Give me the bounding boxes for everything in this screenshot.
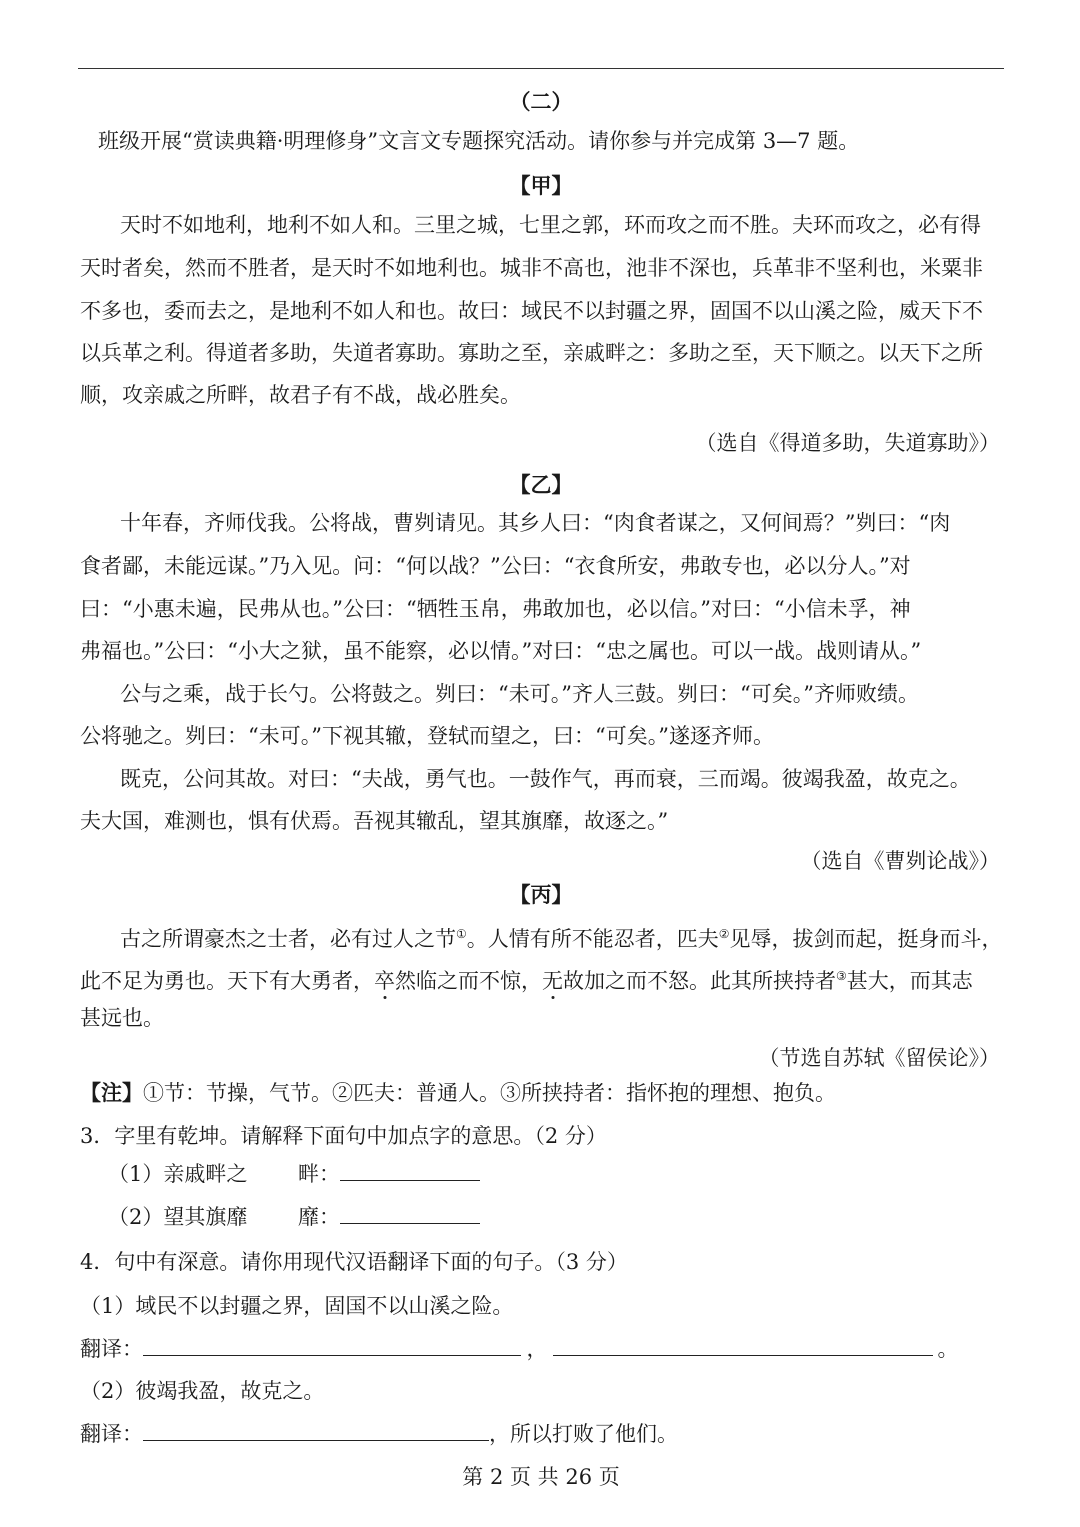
q4-sentence-2: （2）彼竭我盈，故克之。 <box>80 1379 325 1403</box>
jia-line-4: 以兵革之利。得道者多助，失道者寡助。寡助之至，亲戚畔之：多助之至，天下顺之。以天下之所 <box>80 341 983 365</box>
q3-phrase: （1）亲戚畔之 <box>108 1162 248 1186</box>
yi-line-3: 曰：“小惠未遍，民弗从也。”公曰：“牺牲玉帛，弗敢加也，必以信。”对曰：“小信未孚，神 <box>80 597 911 621</box>
header-rule <box>78 68 1004 69</box>
q4-sentence-1: （1）域民不以封疆之界，固国不以山溪之险。 <box>80 1294 514 1318</box>
q3-stem: 3．字里有乾坤。请解释下面句中加点字的意思。（2 分） <box>80 1124 607 1148</box>
answer-blank[interactable] <box>340 1203 480 1224</box>
intro-text: 班级开展“赏读典籍·明理修身”文言文专题探究活动。请你参与并完成第 3—7 题。 <box>98 129 860 153</box>
jia-line-3: 不多也，委而去之，是地利不如人和也。故曰：域民不以封疆之界，固国不以山溪之险，威天下不 <box>80 299 983 323</box>
bing-source: （节选自苏轼《留侯论》） <box>758 1046 1000 1070</box>
translation-blank[interactable] <box>143 1335 521 1356</box>
yi-line-7: 既克，公问其故。对曰：“夫战，勇气也。一鼓作气，再而衰，三而竭。彼竭我盈，故克之。 <box>120 767 971 791</box>
dotted-char: 无 <box>542 969 563 993</box>
period: 。 <box>937 1337 959 1361</box>
bing-text: 甚大，而其志 <box>846 969 973 993</box>
yi-source: （选自《曹刿论战》） <box>800 849 1000 873</box>
yi-line-6: 公将驰之。刿曰：“未可。”下视其辙，登轼而望之，曰：“可矣。”遂逐齐师。 <box>80 724 774 748</box>
comma: ， <box>526 1337 548 1361</box>
q3-item-1 <box>108 1158 480 1188</box>
q3-item-2 <box>108 1201 480 1231</box>
q4-translate-2 <box>80 1418 678 1448</box>
q4-translate-1 <box>80 1333 963 1363</box>
jia-line-2: 天时者矣，然而不胜者，是天时不如地利也。城非不高也，池非不深也，兵革非不坚利也，米粟非 <box>80 256 983 280</box>
note-marker-2: ② <box>718 927 730 941</box>
note-marker-1: ① <box>456 927 467 941</box>
dotted-char: 卒 <box>374 969 395 993</box>
q3-char: 靡： <box>298 1205 340 1229</box>
translation-blank[interactable] <box>143 1420 489 1441</box>
annotation-text: ①节：节操，气节。②匹夫：普通人。③所挟持者：指怀抱的理想、抱负。 <box>143 1081 836 1105</box>
page-footer: 第 2 页 共 26 页 <box>462 1465 620 1489</box>
jia-source: （选自《得道多助，失道寡助》） <box>695 431 1000 455</box>
q3-char: 畔： <box>298 1162 340 1186</box>
bing-text: 此不足为勇也。天下有大勇者， <box>80 969 374 993</box>
note-marker-3: ③ <box>836 969 847 983</box>
jia-line-5: 顺，攻亲戚之所畔，故君子有不战，战必胜矣。 <box>80 383 521 407</box>
annotation <box>80 1077 836 1107</box>
bing-line-3: 甚远也。 <box>80 1006 164 1030</box>
q4-stem: 4．句中有深意。请你用现代汉语翻译下面的句子。（3 分） <box>80 1250 628 1274</box>
bing-line-1 <box>120 913 1042 961</box>
bing-text: 故加之而不怒。此其所挟持者 <box>563 969 836 993</box>
bing-text: 。人情有所不能忍者，匹夫 <box>466 927 719 951</box>
bing-label: 【丙】 <box>509 882 573 907</box>
yi-line-1: 十年春，齐师伐我。公将战，曹刿请见。其乡人曰：“肉食者谋之，又何间焉？”刿曰：“肉 <box>120 511 951 535</box>
translation-blank[interactable] <box>553 1335 933 1356</box>
answer-blank[interactable] <box>340 1160 480 1181</box>
annotation-label: 【注】 <box>80 1080 143 1105</box>
translate-label: 翻译： <box>80 1337 143 1361</box>
section-title: （二） <box>509 89 573 114</box>
translation-tail: ，所以打败了他们。 <box>489 1422 678 1446</box>
yi-line-4: 弗福也。”公曰：“小大之狱，虽不能察，必以情。”对曰：“忠之属也。可以一战。战则请从。” <box>80 639 922 663</box>
yi-label: 【乙】 <box>509 472 573 497</box>
bing-line-2 <box>80 955 1002 1003</box>
bing-text: 见辱，拔剑而起，挺身而斗， <box>729 927 1003 951</box>
bing-text: 然临之而不惊， <box>395 969 542 993</box>
yi-line-2: 食者鄙，未能远谋。”乃入见。问：“何以战？”公曰：“衣食所安，弗敢专也，必以分人。”对 <box>80 554 911 578</box>
yi-line-8: 夫大国，难测也，惧有伏焉。吾视其辙乱，望其旗靡，故逐之。” <box>80 809 669 833</box>
bing-text: 古之所谓豪杰之士者，必有过人之节 <box>120 927 456 951</box>
translate-label: 翻译： <box>80 1422 143 1446</box>
jia-label: 【甲】 <box>509 173 573 198</box>
yi-line-5: 公与之乘，战于长勺。公将鼓之。刿曰：“未可。”齐人三鼓。刿曰：“可矣。”齐师败绩。 <box>120 682 919 706</box>
q3-phrase: （2）望其旗靡 <box>108 1205 248 1229</box>
jia-line-1: 天时不如地利，地利不如人和。三里之城，七里之郭，环而攻之而不胜。夫环而攻之，必有得 <box>120 213 981 237</box>
